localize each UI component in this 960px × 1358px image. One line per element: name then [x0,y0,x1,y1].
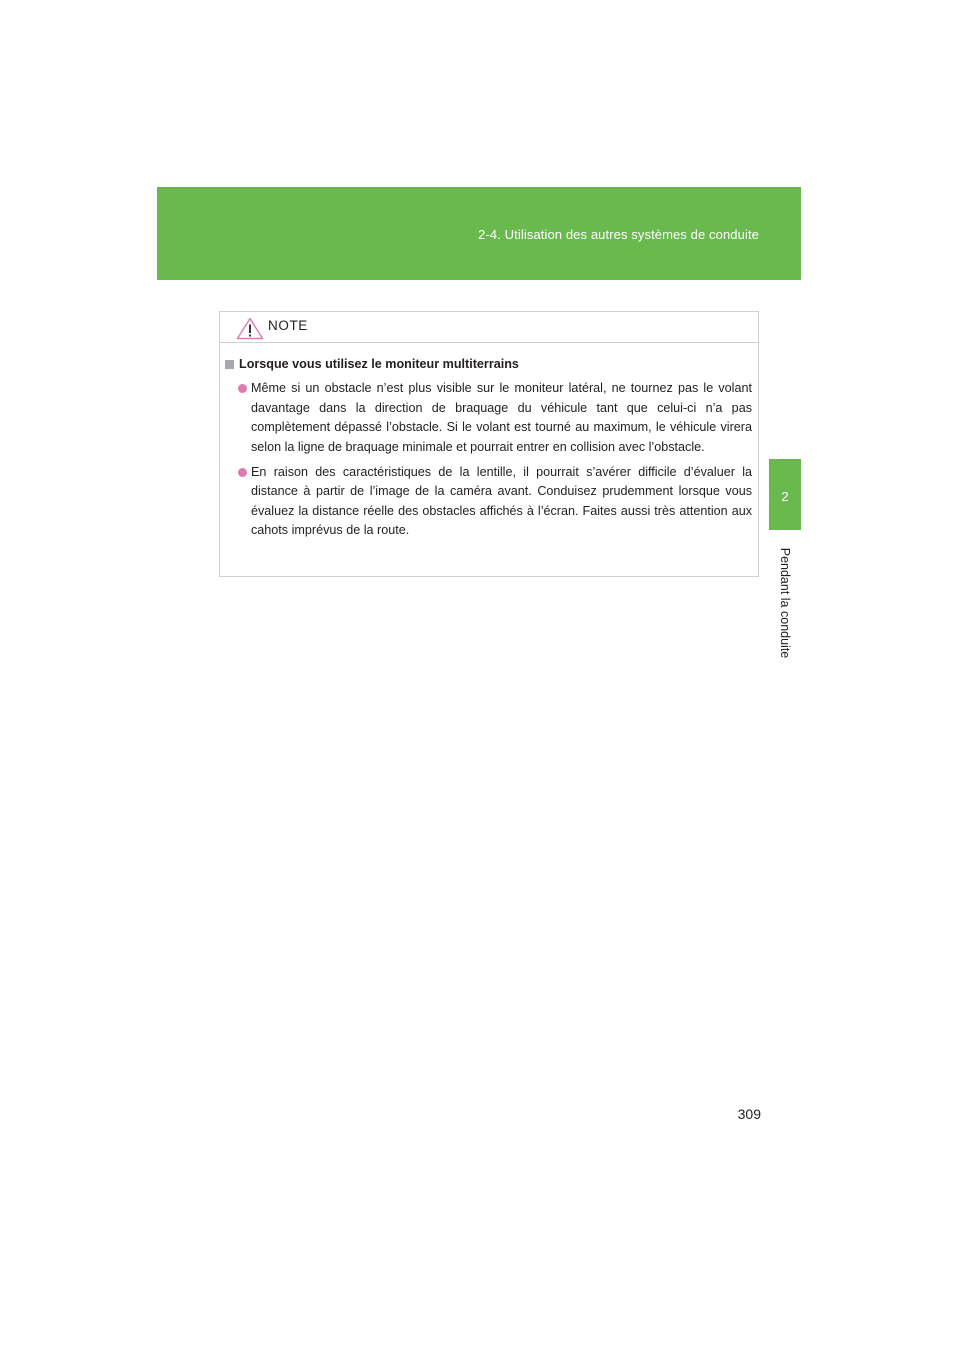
list-item [225,463,752,541]
bullet-dot-icon [238,384,247,393]
note-header [220,312,758,343]
chapter-label: Pendant la conduite [778,547,792,659]
note-heading-text: Lorsque vous utilisez le moniteur multiterrains [239,357,519,371]
square-bullet-icon [225,360,234,369]
chapter-tab [769,459,801,530]
note-section-heading [225,355,752,374]
page-number: 309 [737,1106,761,1122]
chapter-number: 2 [781,489,789,504]
note-body [220,343,758,541]
bullet-text: En raison des caractéristiques de la lentille, il pourrait s’avérer difficile d’évaluer la distance à partir de l’image de la caméra avant. Conduisez prudemment lorsque vous évaluez la distance réelle des obstacles affichés à l’écran. Faites aussi très attention aux cahots imprévus de la route. [251,465,752,538]
bullet-dot-icon [238,468,247,477]
note-title: NOTE [268,318,308,333]
warning-triangle-icon [236,317,264,340]
section-header-band [157,187,801,280]
section-title: 2-4. Utilisation des autres systèmes de conduite [478,227,759,242]
note-box [219,311,759,577]
bullet-text: Même si un obstacle n’est plus visible sur le moniteur latéral, ne tournez pas le volant davantage dans la direction de braquage du véhicule tant que celui-ci n’a pas complètement dépassé l’obstacle. Si le volant est tourné au maximum, le véhicule virera selon la ligne de braquage minimale et pourrait entrer en collision avec l’obstacle. [251,381,752,454]
list-item [225,379,752,457]
chapter-label-vertical [772,538,798,668]
